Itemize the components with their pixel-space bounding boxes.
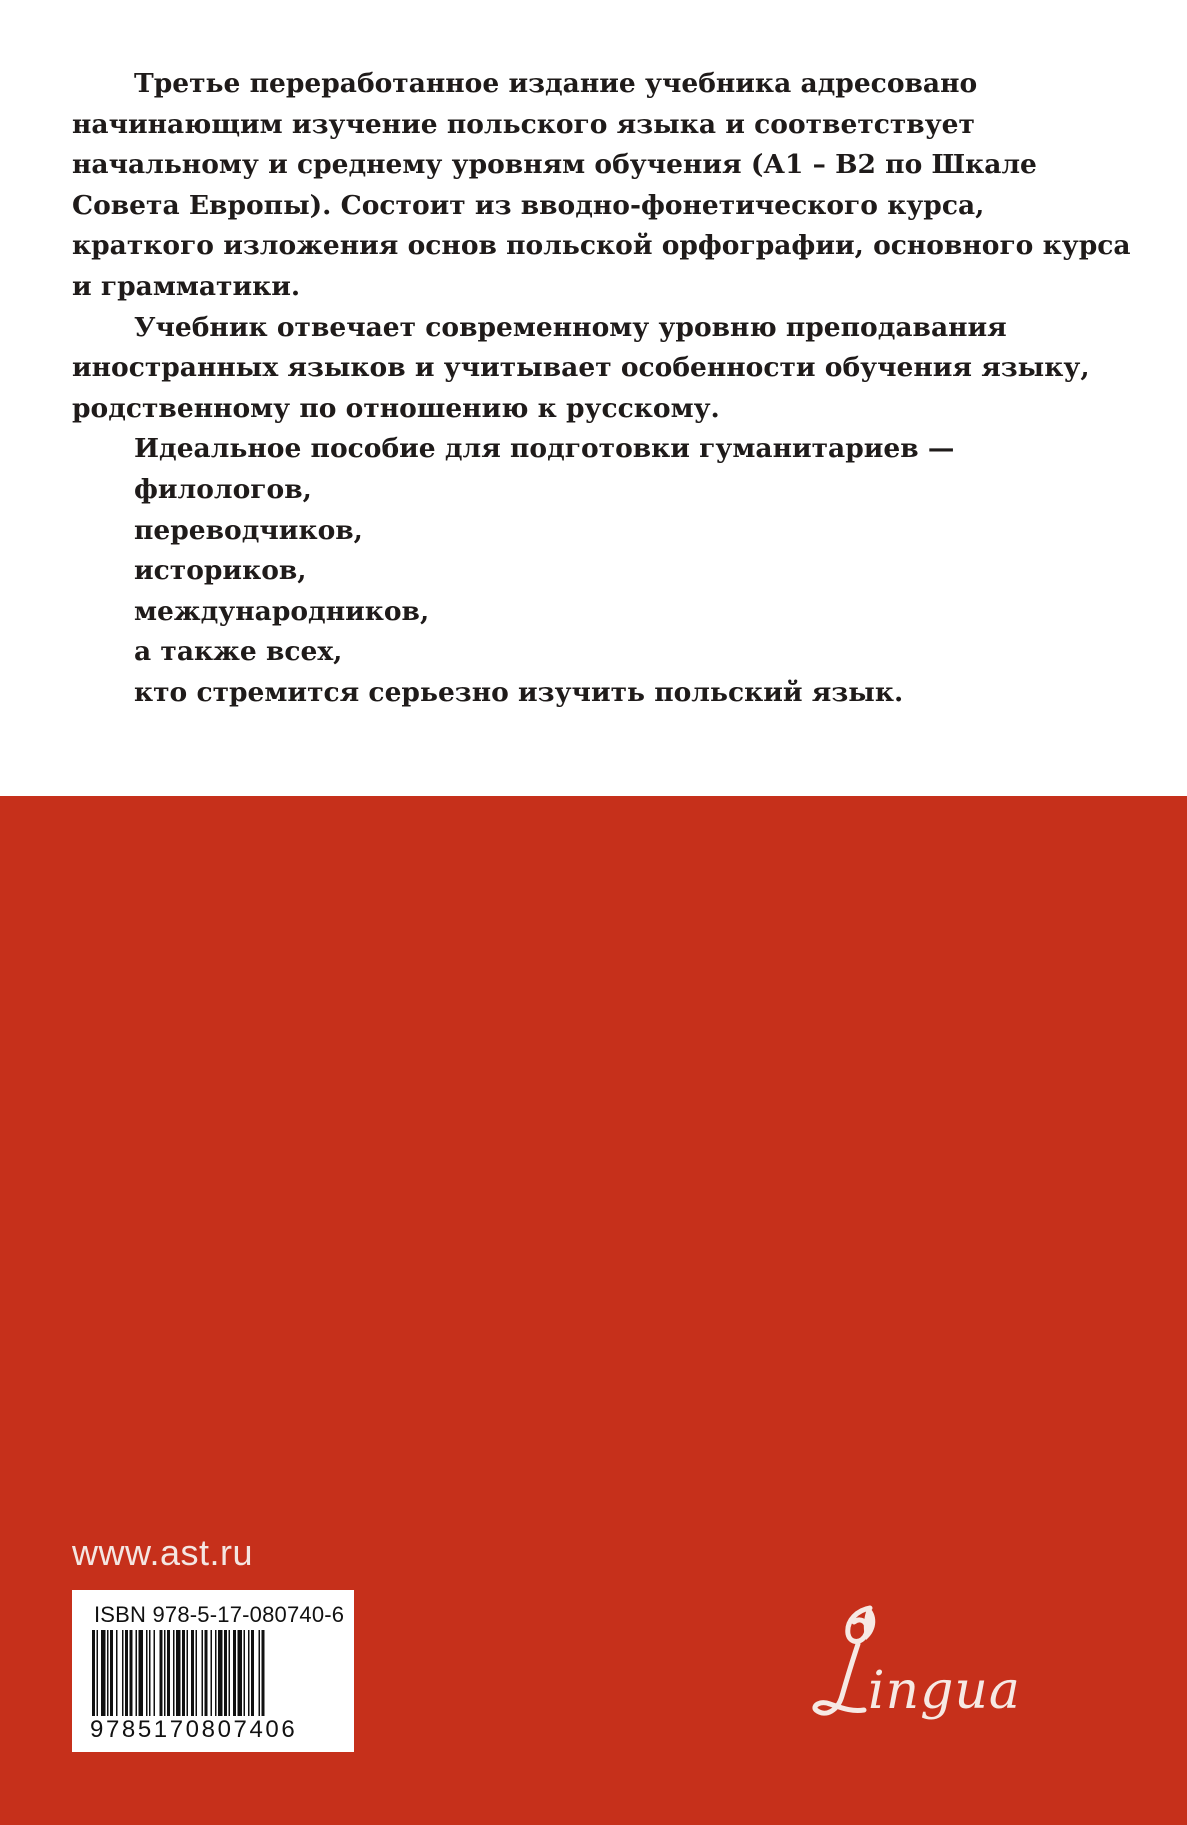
barcode-bar (149, 1630, 151, 1720)
description-paragraph-3: Идеальное пособие для подготовки гуманитариев — (134, 433, 955, 465)
description-text (72, 64, 1132, 714)
barcode-bar (205, 1630, 208, 1720)
barcode-bar (125, 1630, 128, 1720)
barcode-bar (196, 1630, 198, 1720)
barcode-bar (110, 1630, 113, 1720)
barcode-bar (101, 1630, 106, 1720)
barcode-digits: 9785170807406 (90, 1716, 298, 1743)
lingua-logo (812, 1600, 1062, 1730)
barcode-bar (130, 1630, 133, 1720)
barcode-bar (218, 1630, 223, 1720)
audience-item: а также всех, (134, 636, 343, 668)
description-paragraph-2: Учебник отвечает современному уровню преподавания иностранных языков и учитывает особенности обучения языку, родственному по отношению к русскому. (72, 311, 1090, 424)
audience-item: переводчиков, (134, 514, 363, 546)
barcode-bar (251, 1630, 254, 1720)
audience-item: филологов, (134, 473, 312, 505)
svg-text:ingua: ingua (868, 1661, 1021, 1721)
barcode-bar (139, 1630, 144, 1720)
barcode-bar (211, 1630, 213, 1720)
barcode-bar (176, 1630, 181, 1720)
audience-list (72, 470, 1132, 714)
barcode-bar (164, 1630, 166, 1720)
isbn-label: ISBN 978-5-17-080740-6 (94, 1602, 345, 1627)
barcode-bar (92, 1630, 95, 1720)
barcode-bar (116, 1630, 118, 1720)
barcode-bar (262, 1630, 265, 1720)
barcode-bar (224, 1630, 227, 1720)
barcode-bar (154, 1630, 156, 1720)
barcode-bar (259, 1630, 261, 1720)
barcode-bar (238, 1630, 243, 1720)
barcode-bar (229, 1630, 231, 1720)
audience-item: кто стремится серьезно изучить польский язык. (134, 676, 904, 708)
barcode (86, 1630, 340, 1726)
isbn-barcode-box (72, 1590, 354, 1752)
top-white-panel (0, 0, 1187, 796)
barcode-bar (182, 1630, 185, 1720)
barcode-bar (191, 1630, 194, 1720)
barcode-bar (244, 1630, 246, 1720)
barcode-bar (167, 1630, 170, 1720)
barcode-bar (215, 1630, 217, 1720)
barcode-bar (202, 1630, 204, 1720)
barcode-bar (136, 1630, 138, 1720)
barcode-bar (173, 1630, 175, 1720)
barcode-bar (248, 1630, 250, 1720)
description-paragraph-1: Третье переработанное издание учебника адресовано начинающим изучение польского языка и соответствует начальному и среднему уровням обучения (А1 – В2 по Шкале Совета Европы). Состоит из вводно-фонетического курса, краткого изложения основ польской орфографии, основного курса и грамматики. (72, 68, 1131, 302)
barcode-bar (107, 1630, 109, 1720)
audience-item: историков, (134, 555, 307, 587)
barcode-bar (122, 1630, 124, 1720)
barcode-bar (233, 1630, 236, 1720)
barcode-bar (187, 1630, 189, 1720)
barcode-bar (160, 1630, 163, 1720)
barcode-bar (97, 1630, 99, 1720)
audience-item: международников, (134, 595, 430, 627)
barcode-bar (146, 1630, 148, 1720)
publisher-website: www.ast.ru (72, 1532, 254, 1573)
